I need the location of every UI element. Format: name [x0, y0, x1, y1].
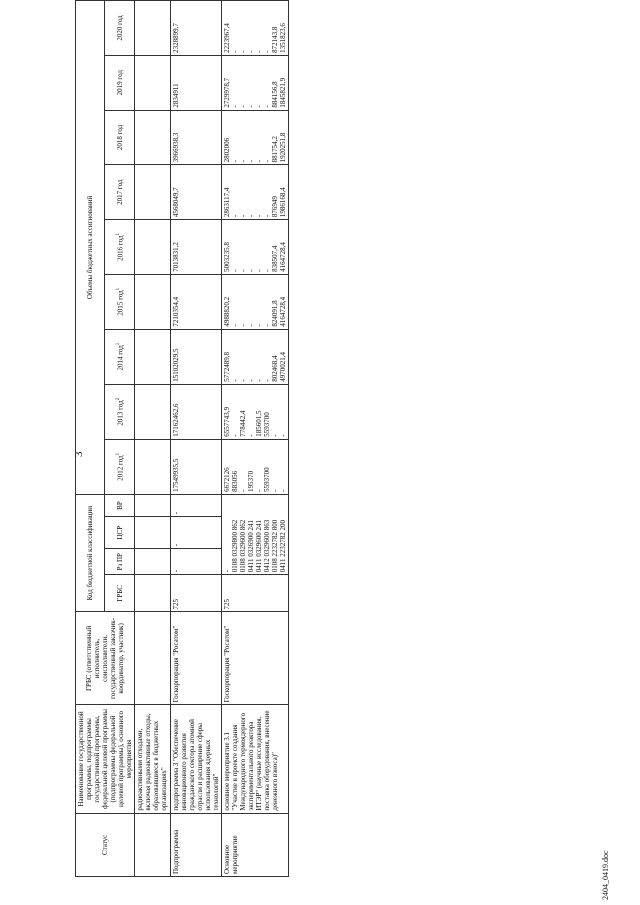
- row-name: основное мероприятие 3.1 "Участие в проекте создания Международного термоядерного экспериментального реактора ИТЭР" (научные исследования, поставка оборудования, внесение денежного взноса)": [221, 705, 288, 813]
- value-cell: 3966938,3: [170, 110, 221, 165]
- value-cell: 2328899,7: [170, 1, 221, 56]
- table-row-subprogram: [170, 1, 221, 877]
- code-line: 0411 0326900 241: [246, 520, 255, 573]
- header-budget-group: Объемы бюджетных ассигнований: [76, 1, 105, 495]
- budget-table: [75, 0, 289, 877]
- table-row-main-measure: [221, 1, 288, 877]
- row-code-csr: -: [170, 517, 221, 549]
- value-stack-2013: 6557743,9 - 778442,4 - 185601,5 5593700 - -: [221, 384, 288, 439]
- code-line: 0108 0329600 862: [238, 519, 247, 573]
- header-year-2017: 2017 год: [105, 165, 135, 220]
- header-year-2016: 2016 год$^1$: [105, 220, 135, 275]
- header-status: Статус: [76, 813, 135, 876]
- value-stack-2019: 2729978,7 - - - - - 884156,8 1845821,9: [221, 55, 288, 110]
- value-stack-2014: 5772489,8 - - - - - 802468,4 4970021,4: [221, 329, 288, 384]
- code-line: 0412 0329600 863: [263, 519, 272, 573]
- row-status: Основное мероприятие: [221, 813, 288, 876]
- row-code-grbs: 725: [170, 575, 221, 612]
- header-year-2012: 2012 год$^1$: [105, 439, 135, 494]
- header-code-vr: ВР: [105, 494, 135, 516]
- header-year-2013: 2013 год$^2$: [105, 384, 135, 439]
- value-cell: 7210354,4: [170, 274, 221, 329]
- row-grbs: Госкорпорация "Росатом": [221, 612, 288, 705]
- header-grbs: ГРБС (ответственный исполнитель, соисполнители, государственный заказчик-координатор, участник): [76, 612, 135, 705]
- value-stack-2018: 2802006 - - - - - 881754,2 1920251,8: [221, 110, 288, 165]
- header-year-2018: 2018 год: [105, 110, 135, 165]
- value-cell: 17162462,6: [170, 384, 221, 439]
- row-code-rz: -: [170, 549, 221, 575]
- header-year-2015: 2015 год$^1$: [105, 274, 135, 329]
- value-stack-2015: 4988820,2 - - - - - 824091,8 4164728,4: [221, 274, 288, 329]
- code-line: 0108 0329800 862: [230, 519, 239, 573]
- header-name: Наименование государственной программы, подпрограммы государственной программы, федеральной целевой программы (подпрограммы федеральной целевой программы), основного мероприятия: [76, 705, 135, 813]
- table-row-continuation: [135, 1, 170, 877]
- row-name: подпрограмма 3 "Обеспечение инновационного развития гражданского сектора атомной отрасли и расширение сферы использования ядерных технологий": [170, 705, 221, 813]
- header-row-1: [76, 1, 105, 877]
- row-code-vr: -: [170, 494, 221, 516]
- value-cell: 7013831,2: [170, 220, 221, 275]
- row-grbs: Госкорпорация "Росатом": [170, 612, 221, 705]
- code-line: -: [222, 569, 231, 573]
- continuation-name: радиоактивными отходами, включая радиоактивные отходы, образовавшиеся в бюджетных организациях": [135, 705, 170, 813]
- header-code-group: Код бюджетной классификации: [76, 494, 105, 612]
- header-code-grbs: ГРБС: [105, 575, 135, 612]
- header-code-rzpr: Рз ПР: [105, 549, 135, 575]
- value-stack-2016: 5003235,8 - - - - - 838507,4 4164728,4: [221, 220, 288, 275]
- rotated-page: [35, 0, 620, 905]
- value-stack-2017: 2863117,4 - - - - - 876949 1986168,4: [221, 165, 288, 220]
- value-stack-2012: 6672126 883056 - 195370 - 5593700 - -: [221, 439, 288, 494]
- code-line: 0411 0329600 241: [254, 520, 263, 573]
- page-number: 3: [73, 451, 85, 457]
- code-line: 0108 2232782 800: [271, 519, 280, 573]
- header-year-2020: 2020 год: [105, 1, 135, 56]
- row-code-grbs: 725: [221, 575, 288, 612]
- header-year-2014: 2014 год$^1$: [105, 329, 135, 384]
- value-cell: 15102029,5: [170, 329, 221, 384]
- code-line: 0411 2232782 200: [279, 520, 288, 573]
- header-code-csr: ЦСР: [105, 517, 135, 549]
- value-cell: 4568049,7: [170, 165, 221, 220]
- value-stack-2020: 2223967,4 - - - - - 872143,8 1351823,6: [221, 1, 288, 56]
- header-year-2019: 2019 год: [105, 55, 135, 110]
- footer-filename: 2404_0419.doc: [601, 850, 610, 900]
- value-cell: 2834911: [170, 55, 221, 110]
- row-status: Подпрограмма: [170, 813, 221, 876]
- value-cell: 17549935,5: [170, 439, 221, 494]
- row-code-lines: [221, 494, 288, 574]
